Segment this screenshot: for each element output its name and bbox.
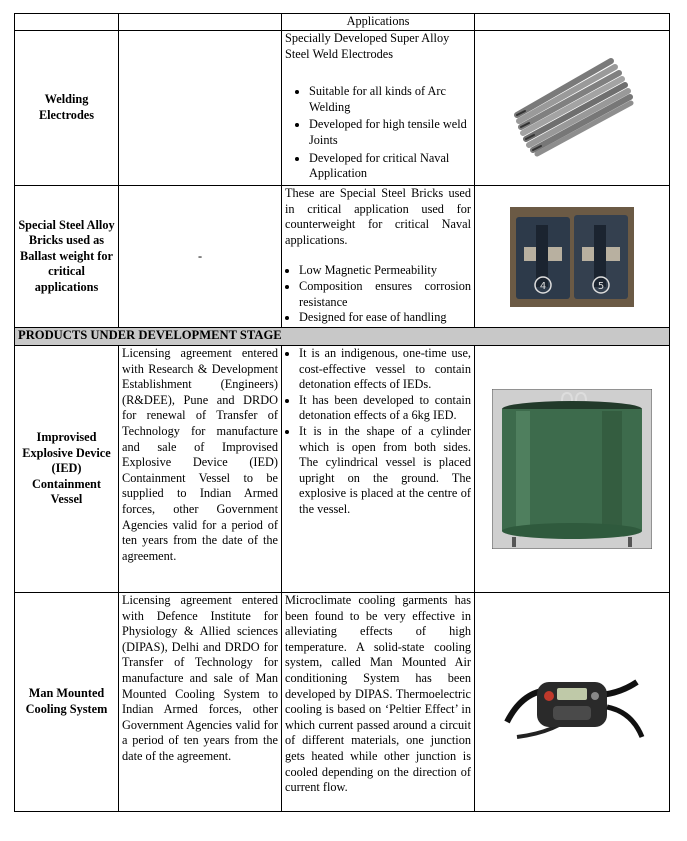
list-item: • It is an indigenous, one-time use, cost-effective vessel to contain detonation effects of IEDs. — [299, 346, 471, 393]
ied-vessel-image — [475, 346, 670, 593]
list-item: • Low Magnetic Permeability — [299, 263, 471, 279]
product-name: Man Mounted Cooling System — [15, 593, 119, 812]
applications-intro: Specially Developed Super Alloy Steel Weld Electrodes — [285, 31, 450, 61]
steel-bricks-image — [475, 186, 670, 328]
list-item: • Developed for critical Naval Application — [309, 151, 471, 182]
applications-cell — [282, 31, 475, 186]
product-name: Special Steel Alloy Bricks used as Ballast weight for critical applications — [15, 186, 119, 328]
applications-cell: Microclimate cooling garments has been found to be very effective in alleviating effects of high temperature. A solid-state cooling system, called Man Mounted Air conditioning System has been developed by DIPAS. Thermoelectric cooling is based on ‘Peltier Effect’ in which current passed around a circuit of different materials, one junction gets heated while other junction is cooled depending on the direction of current flow. — [282, 593, 475, 812]
list-item: • It is in the shape of a cylinder which is open from both sides. The cylindrical vessel is placed upright on the ground. The explosive is placed at the centre of the vessel. — [299, 424, 471, 518]
product-name: Improvised Explosive Device (IED) Containment Vessel — [15, 346, 119, 593]
welding-electrodes-image — [475, 31, 670, 186]
ied-vessel-photo — [492, 389, 652, 549]
table-row — [15, 346, 670, 593]
licensing-cell — [119, 31, 282, 186]
cooling-system-image — [475, 593, 670, 812]
applications-cell — [282, 346, 475, 593]
section-title: PRODUCTS UNDER DEVELOPMENT STAGE — [15, 328, 670, 346]
table-row — [15, 186, 670, 328]
welding-electrodes-photo — [507, 53, 637, 163]
header-cell-4 — [475, 14, 670, 31]
list-item: • Composition ensures corrosion resistance — [299, 279, 471, 310]
applications-list — [285, 263, 471, 325]
list-item: • It has been developed to contain detonation effects of a 6kg IED. — [299, 393, 471, 424]
brick-mark: 4 — [539, 280, 547, 292]
steel-bricks-photo — [510, 207, 634, 307]
products-table — [14, 13, 670, 812]
brick-mark: 5 — [597, 280, 605, 292]
licensing-cell: Licensing agreement entered with Research & Development Establishment (Engineers) (R&DEE), Pune and DRDO for renewal of Transfer of Technology for manufacture and sale of Improvised Explosive Device (IED) Containment Vessel to be supplied to Indian Armed forces, other Government Agencies valid for a period of ten years from the date of the agreement. — [119, 346, 282, 593]
table-row — [15, 593, 670, 812]
table-row — [15, 31, 670, 186]
list-item: • Suitable for all kinds of Arc Welding — [309, 84, 471, 115]
header-cell-1 — [15, 14, 119, 31]
applications-intro: These are Special Steel Bricks used in critical application used for counterweight for critical Naval applications. — [285, 186, 471, 247]
applications-cell — [282, 186, 475, 328]
cooling-system-photo — [497, 652, 647, 752]
licensing-cell: - — [119, 186, 282, 328]
header-cell-2 — [119, 14, 282, 31]
header-applications: Applications — [282, 14, 475, 31]
applications-list — [285, 84, 471, 182]
licensing-cell: Licensing agreement entered with Defence Institute for Physiology & Allied sciences (DIPAS), Delhi and DRDO for Transfer of Technology for manufacture and sale of Man Mounted Cooling System to Indian Armed forces, other Government Agencies valid for a period of ten years from the date of the agreement. — [119, 593, 282, 812]
list-item: • Developed for high tensile weld Joints — [309, 117, 471, 148]
applications-list — [285, 346, 471, 518]
header-row — [15, 14, 670, 31]
list-item: • Designed for ease of handling — [299, 310, 471, 326]
product-name: Welding Electrodes — [15, 31, 119, 186]
section-row — [15, 328, 670, 346]
